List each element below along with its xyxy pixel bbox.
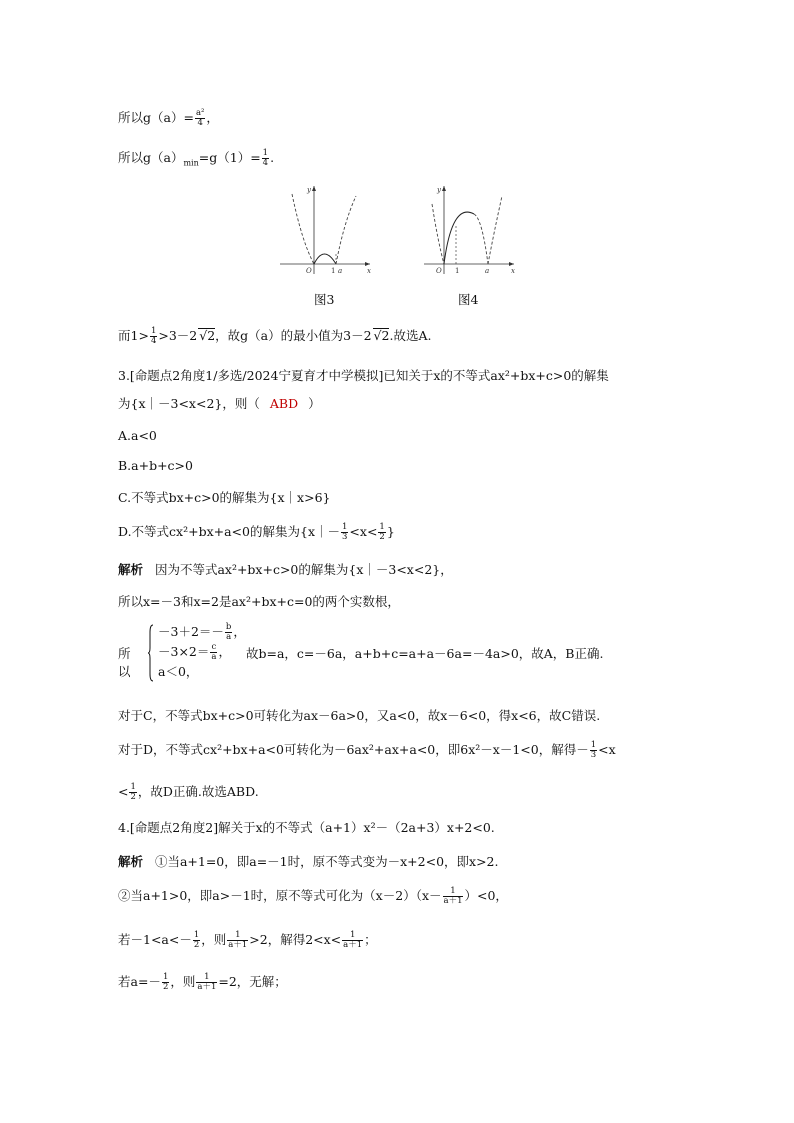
fraction: $\frac{1}{a+1}$ [228,930,248,950]
option-a: A.a<0 [118,428,157,443]
option-d: D.不等式cx²+bx+a<0的解集为{x｜－ $\frac{1}{3}$ <x< $\frac{1}{2}$ } [118,522,395,542]
analysis-option-c: 对于C，不等式bx+c>0可转化为ax－6a>0，又a<0，故x－6<0，得x<6，故C错误. [118,708,601,723]
analysis-line-1: 解析 因为不等式ax²+bx+c>0的解集为{x｜－3<x<2}， [118,562,453,577]
fraction: $\frac{\text{a²}}{4}$ [195,108,205,128]
q4-analysis-line-1: 解析 ①当a+1=0，即a=－1时，原不等式变为－x+2<0，即x>2. [118,854,499,869]
question-3-stem: 3.[命题点2角度1/多选/2024宁夏育才中学模拟]已知关于x的不等式ax²+bx+c>0的解集 [118,368,609,383]
svg-text:a: a [485,267,490,275]
fraction: $\frac{1}{a+1}$ [197,972,217,992]
figure-4-graph [422,182,522,277]
fraction: $\frac{1}{3}$ [590,740,597,760]
svg-text:1: 1 [455,267,460,275]
conclusion-line: 而1> $\frac{1}{4}$ >3－2 √2，故g（a）的最小值为3－2 √2.故选A. [118,326,432,346]
svg-text:y: y [307,186,311,194]
fraction: $\frac{1}{a+1}$ [443,886,463,906]
fraction: $\frac{1}{4}$ [262,148,269,168]
formula-line-g-min: 所以$g(a)_{min}=g(1)=$ $\frac{1}{4}$ . [118,148,275,168]
fraction: $\frac{1}{2}$ [162,972,169,992]
left-brace [148,624,154,682]
figure-4-caption: 图4 [458,292,479,307]
fraction: $\frac{b}{a}$ [225,622,232,642]
fraction: $\frac{1}{4}$ [150,326,157,346]
question-4-stem: 4.[命题点2角度2]解关于x的不等式（a+1）x²－（2a+3）x+2<0. [118,820,495,835]
fraction: $\frac{1}{2}$ [130,782,136,802]
fraction: $\frac{1}{3}$ [342,522,348,542]
analysis-label: 解析 [118,562,144,577]
svg-text:a: a [338,267,343,275]
formula-line-g-a: 所以g（a）= $\frac{\text{a²}}{4}$ ， [118,108,219,128]
svg-text:x: x [511,267,515,275]
svg-text:O: O [436,267,442,275]
analysis-label: 解析 [118,854,144,869]
fraction: $\frac{1}{2}$ [193,930,200,950]
q4-analysis-line-4: 若a=－ $\frac{1}{2}$ ，则 $\frac{1}{a+1}$ =2，无解； [118,972,287,992]
q4-analysis-line-2: ②当a+1>0，即a>－1时，原不等式可化为（x－2）（x－ $\frac{1}{a+1}$ ）<0， [118,886,508,906]
option-b: B.a+b+c>0 [118,458,193,473]
q4-analysis-line-3: 若－1<a<－ $\frac{1}{2}$ ，则 $\frac{1}{a+1}$ >2，解得2<x< $\frac{1}{a+1}$ ； [118,930,377,950]
figure-3-graph [278,182,378,277]
svg-text:O: O [306,267,312,275]
figure-3-caption: 图3 [314,292,335,307]
analysis-option-d: 对于D，不等式cx²+bx+a<0可转化为－6ax²+ax+a<0，即6x²－x－1<0，解得－ $\frac{1}{3}$ <x [118,740,616,760]
fraction: $\frac{1}{2}$ [379,522,385,542]
svg-text:1: 1 [331,267,336,275]
sqrt-sign: √2 [373,328,390,343]
analysis-option-d-cont: < $\frac{1}{2}$ ，故D正确.故选ABD. [118,782,259,802]
option-c: C.不等式bx+c>0的解集为{x｜x>6} [118,490,331,505]
question-3-stem-cont: 为{x｜－3<x<2}，则（ ABD ） [118,396,321,411]
svg-text:x: x [367,267,371,275]
fraction: $\frac{c}{a}$ [211,642,217,662]
answer-text: ABD [269,396,299,411]
sqrt-sign: √2 [199,328,216,343]
analysis-line-2: 所以x=－3和x=2是ax²+bx+c=0的两个实数根， [118,594,400,609]
svg-text:y: y [437,186,441,194]
fraction: $\frac{1}{a+1}$ [343,930,363,950]
